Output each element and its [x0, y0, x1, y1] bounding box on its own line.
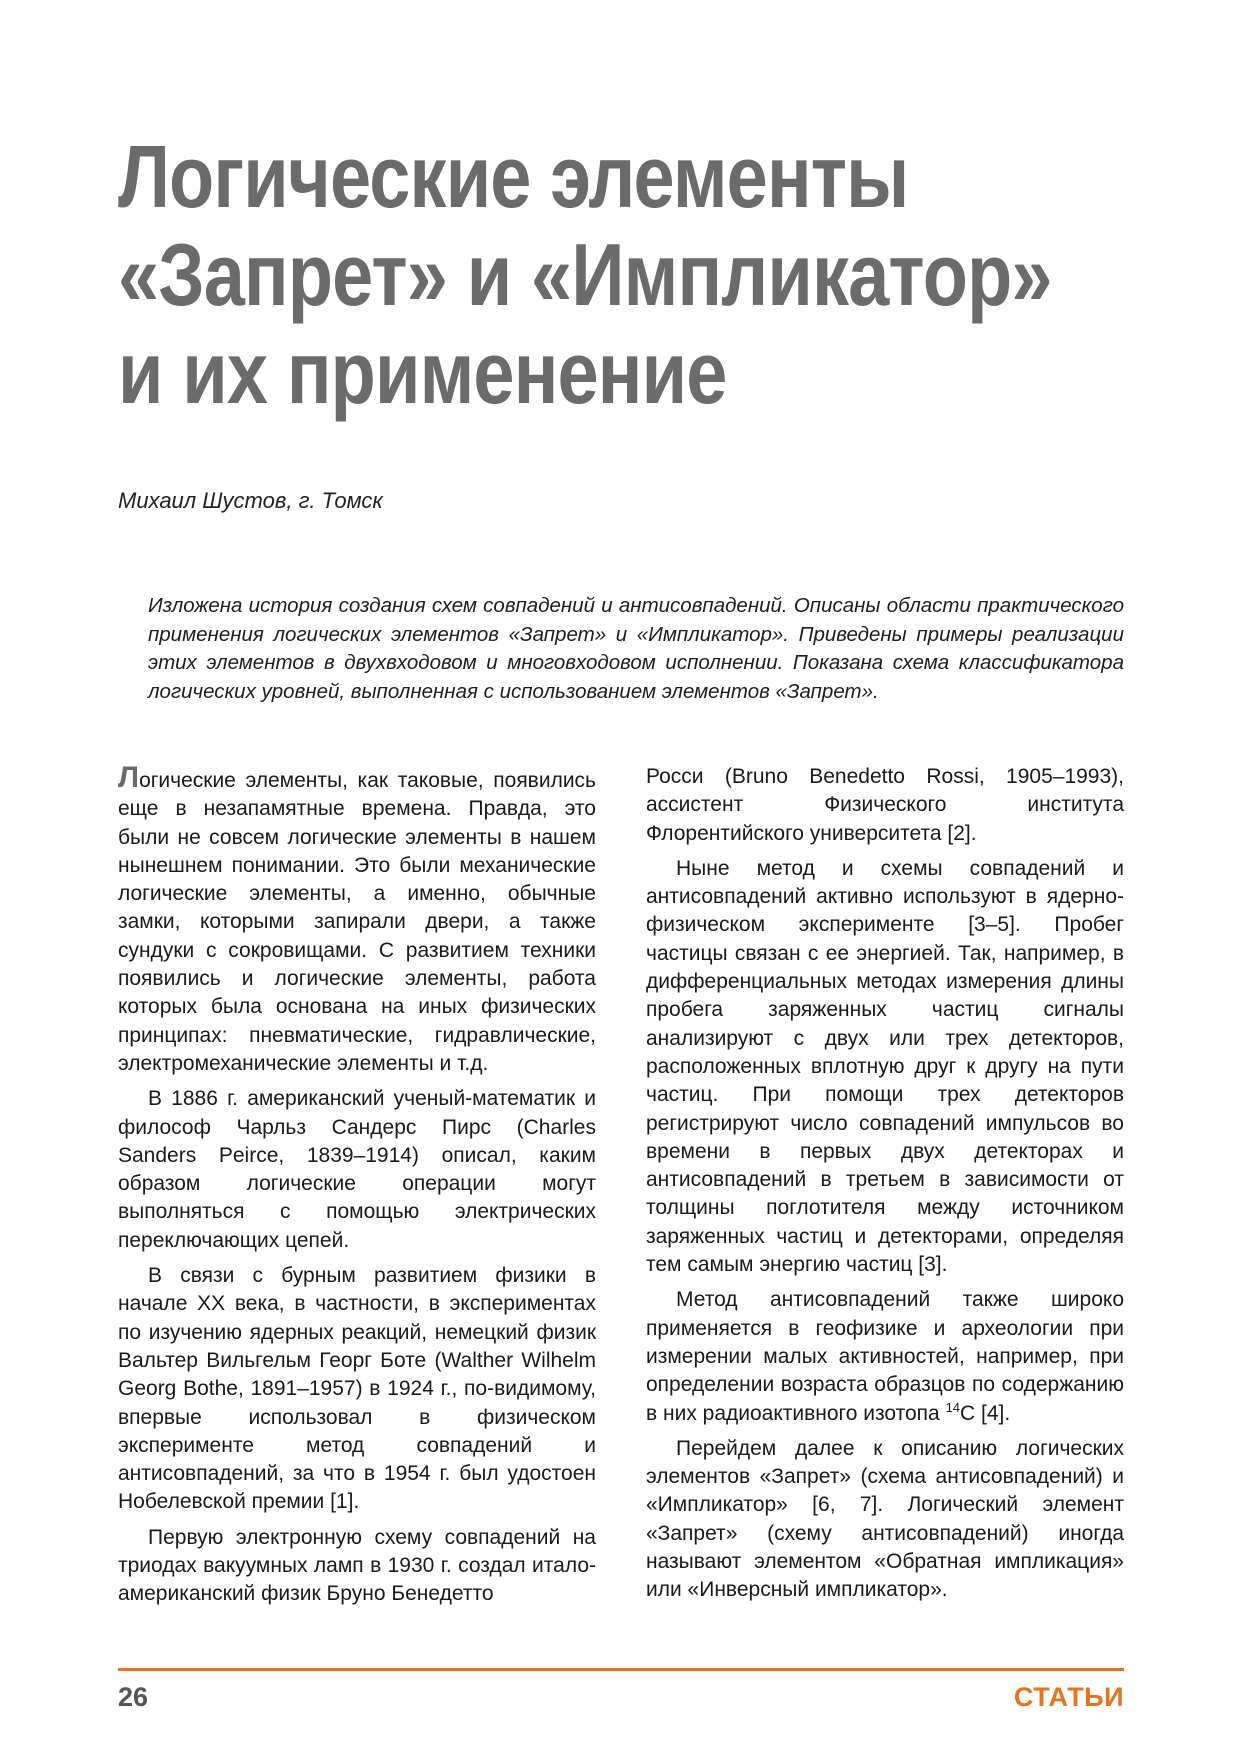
paragraph-text: огические элементы, как таковые, появились еще в незапамятные времена. Правда, это были не совсем логические элементы в нашем нынешнем понимании. Это были механические логические элементы, а именно, обычные замки, которыми запирали двери, а также сундуки с сокровищами. С развитием техники появились и логические элементы, работа которых была основана на иных физических принципах: пневматические, гидравлические, электромеханические элементы и т.д.: [118, 769, 596, 1075]
paragraph: В 1886 г. американский ученый-математик и философ Чарльз Сандерс Пирс (Charles Sanders Peirce, 1839–1914) описал, каким образом логические операции могут выполняться с помощью электрических переключающих цепей.: [118, 1087, 596, 1252]
page-number: 26: [118, 1682, 149, 1712]
isotope-superscript: 14: [945, 1399, 961, 1415]
footer-divider: [118, 1668, 1124, 1671]
title-line-1: Логические элементы: [118, 127, 909, 226]
paragraph: [646, 1286, 1124, 1427]
right-column: [646, 763, 1124, 1612]
paragraph: Первую электронную схему совпадений на триодах вакуумных ламп в 1930 г. создал итало-американский физик Бруно Бенедетто: [118, 1525, 596, 1606]
author-byline: Михаил Шустов, г. Томск: [118, 488, 383, 513]
paragraph: В связи с бурным развитием физики в начале XX века, в частности, в экспериментах по изучению ядерных реакций, немецкий физик Вальтер Вильгельм Георг Боте (Walther Wilhelm Georg Bothe, 1891–1957) в 1924 г., по-видимому, впервые использовал в физическом эксперименте метод совпадений и антисовпадений, за что в 1954 г. был удостоен Нобелевской премии [1].: [118, 1264, 596, 1514]
paragraph: Росси (Bruno Benedetto Rossi, 1905–1993), ассистент Физического института Флорентийского университета [2].: [646, 765, 1124, 845]
paragraph-text: C [4].: [960, 1401, 1011, 1425]
paragraph: Перейдем далее к описанию логических элементов «Запрет» (схема антисовпадений) и «Импликатор» [6, 7]. Логический элемент «Запрет» (схему антисовпадений) иногда называют элементом «Обратная импликация» или «Инверсный импликатор».: [646, 1436, 1124, 1602]
drop-cap: Л: [118, 761, 140, 794]
article-title: [118, 127, 1052, 422]
abstract: Изложена история создания схем совпадений и антисовпадений. Описаны области практического применения логических элементов «Запрет» и «Импликатор». Приведены примеры реализации этих элементов в двухвходовом и многовходовом исполнении. Показана схема классификатора логических уровней, выполненная с использованием элементов «Запрет».: [148, 594, 1124, 703]
article-body: [118, 761, 1124, 1627]
paragraph-text: Метод антисовпадений также широко применяется в геофизике и археологии при измерении малых активностей, например, при определении возраста образцов по содержанию в них радиоактивного изотопа: [646, 1288, 1124, 1425]
title-line-3: и их применение: [118, 323, 727, 422]
title-line-2: «Запрет» и «Импликатор»: [118, 225, 1052, 324]
paragraph: Ныне метод и схемы совпадений и антисовпадений активно используют в ядерно-физическом эксперименте [3–5]. Пробег частицы связан с ее энергией. Так, например, в дифференциальных методах измерения длины пробега заряженных частиц сигналы анализируют с двух или трех детекторов, расположенных вплотную друг к другу на пути частиц. При помощи трех детекторов регистрируют число совпадений импульсов во времени в первых двух детекторах и антисовпадений в третьем в зависимости от толщины поглотителя между источником заряженных частиц и детекторами, определяя тем самым энергию частиц [3].: [646, 856, 1124, 1277]
section-label: СТАТЬИ: [1013, 1682, 1124, 1712]
left-column: [118, 761, 596, 1616]
paragraph: [118, 761, 596, 1078]
